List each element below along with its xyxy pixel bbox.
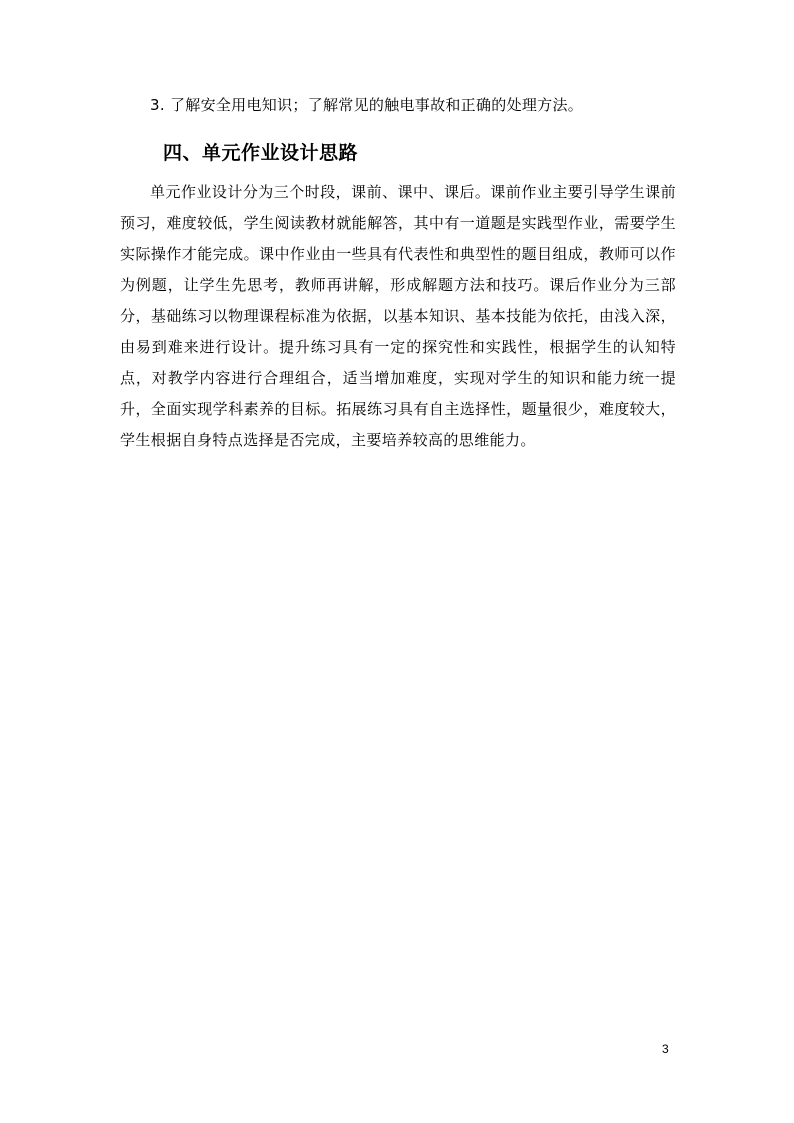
- list-item-3: 3. 了解安全用电知识；了解常见的触电事故和正确的处理方法。: [150, 96, 584, 114]
- section-heading: 四、单元作业设计思路: [163, 142, 359, 164]
- page-number: 3: [662, 1042, 669, 1056]
- body-paragraph: 单元作业设计分为三个时段，课前、课中、课后。课前作业主要引导学生课前预习，难度较低，学生阅读教材就能解答，其中有一道题是实践型作业，需要学生实际操作才能完成。课中作业由一些具有代表性和典型性的题目组成，教师可以作为例题，让学生先思考，教师再讲解，形成解题方法和技巧。课后作业分为三部分，基础练习以物理课程标准为依据，以基本知识、基本技能为依托，由浅入深，由易到难来进行设计。提升练习具有一定的探究性和实践性，根据学生的认知特点，对教学内容进行合理组合，适当增加难度，实现对学生的知识和能力统一提升，全面实现学科素养的目标。拓展练习具有自主选择性，题量很少，难度较大，学生根据自身特点选择是否完成，主要培养较高的思维能力。: [120, 183, 676, 449]
